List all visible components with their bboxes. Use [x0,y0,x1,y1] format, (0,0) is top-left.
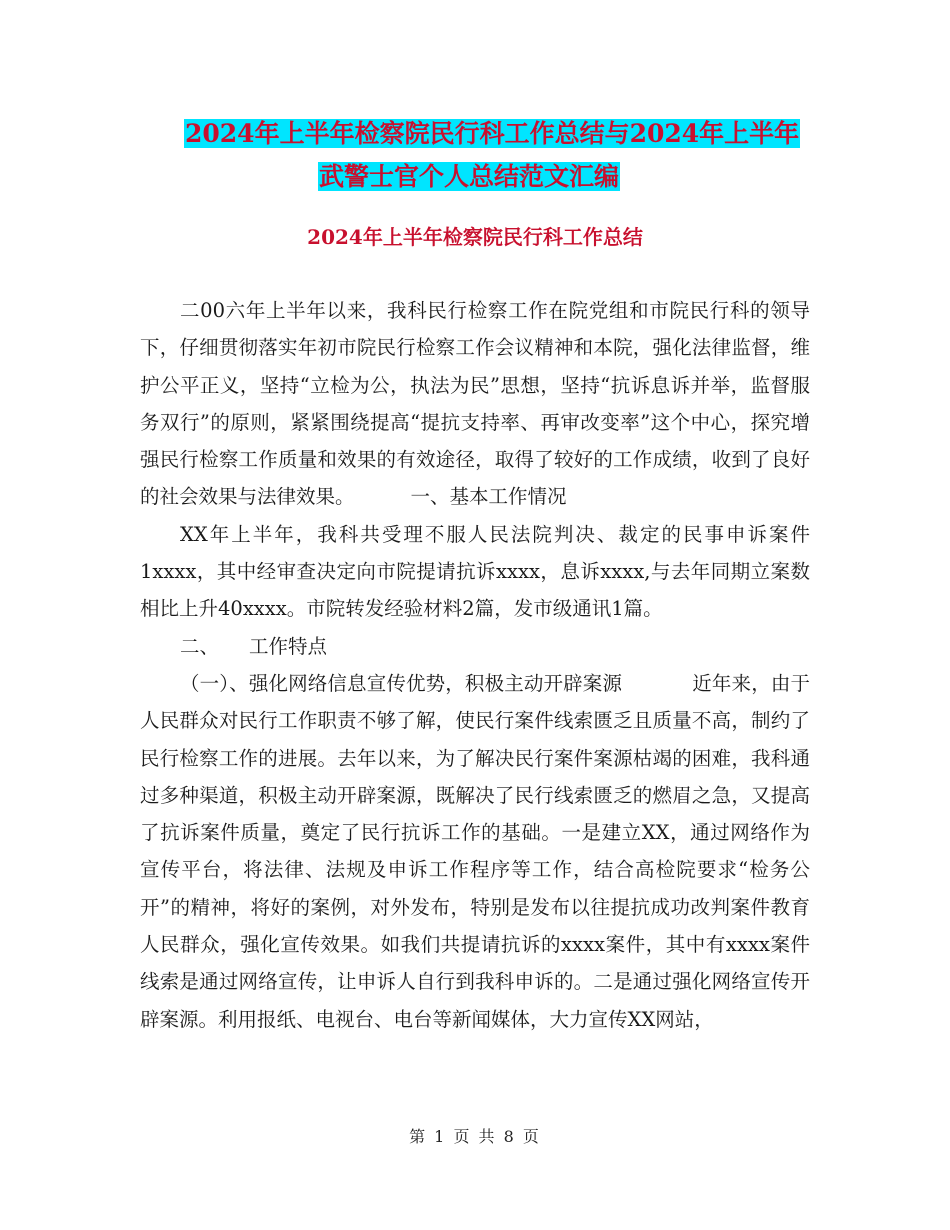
paragraph-statistics: XX年上半年，我科共受理不服人民法院判决、裁定的民事申诉案件1xxxx，其中经审查决定向市院提请抗诉xxxx，息诉xxxx,与去年同期立案数相比上升40xxxx。市院转发经验材料2篇，发市级通讯1篇。 [140,522,810,621]
title-line-1 [140,112,840,155]
heading-work-features [140,628,810,665]
subheading-network: （一）、强化网络信息宣传优势，积极主动开辟案源 [180,671,623,695]
title-highlight-2: 武警士官个人总结范文汇编 [319,162,620,191]
title-highlight-1: 2024年上半年检察院民行科工作总结与2024年上半年 [185,119,800,148]
paragraph-intro [140,292,810,516]
page-footer: 第 1 页 共 8 页 [409,1127,541,1146]
document-title [140,112,840,198]
section-title: 2024年上半年检察院民行科工作总结 [307,225,643,249]
title-line-2 [140,155,840,198]
heading-basic-work: 一、基本工作情况 [410,485,567,509]
paragraph-network-publicity [140,665,810,1038]
heading-work-features-num: 二、 [180,634,220,658]
paragraph-intro-text: 二00六年上半年以来，我科民行检察工作在院党组和市院民行科的领导下，仔细贯彻落实年初市院民行检察工作会议精神和本院，强化法律监督，维护公平正义，坚持“立检为公，执法为民”思想，坚持“抗诉息诉并举，监督服务双行”的原则，紧紧围绕提高“提抗支持率、再审改变率”这个中心，探究增强民行检察工作质量和效果的有效途径，取得了较好的工作成绩，收到了良好的社会效果与法律效果。 [140,299,810,509]
body-text [140,292,810,1038]
heading-work-features-text: 工作特点 [249,634,328,658]
paragraph-network-text: 近年来，由于人民群众对民行工作职责不够了解，使民行案件线索匮乏且质量不高，制约了民行检察工作的进展。去年以来，为了解决民行案件案源枯竭的困难，我科通过多种渠道，积极主动开辟案源，既解决了民行线索匮乏的燃眉之急，又提高了抗诉案件质量，奠定了民行抗诉工作的基础。一是建立XX，通过网络作为宣传平台，将法律、法规及申诉工作程序等工作，结合高检院要求“检务公开”的精神，将好的案例，对外发布，特别是发布以往提抗成功改判案件教育人民群众，强化宣传效果。如我们共提请抗诉的xxxx案件，其中有xxxx案件线索是通过网络宣传，让申诉人自行到我科申诉的。二是通过强化网络宣传开辟案源。利用报纸、电视台、电台等新闻媒体，大力宣传XX网站， [140,671,810,1031]
